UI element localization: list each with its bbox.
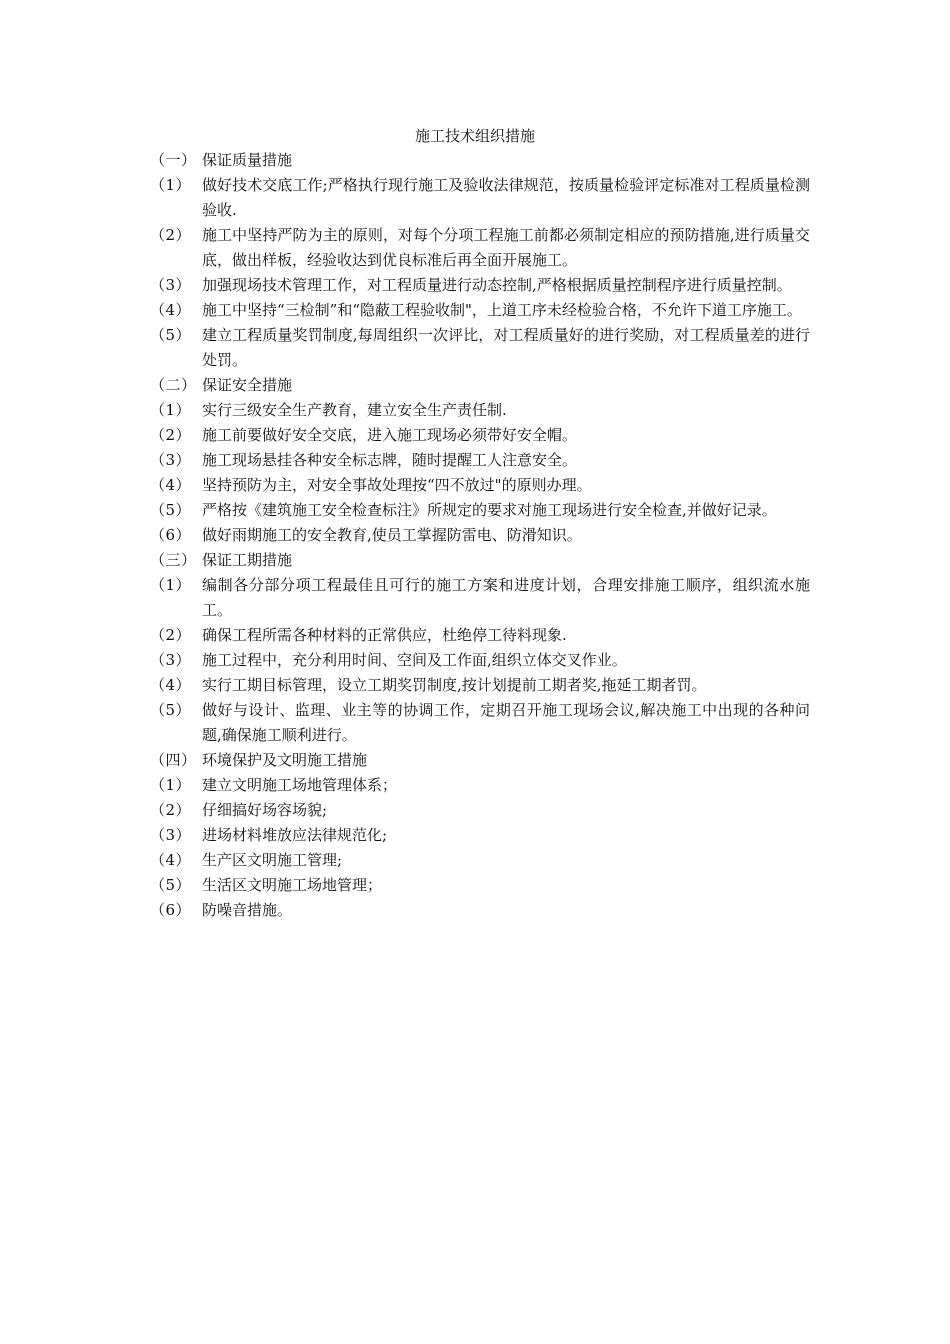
- item-text: 实行工期目标管理，设立工期奖罚制度,按计划提前工期者奖,拖延工期者罚。: [202, 676, 707, 694]
- item-number: （1）: [150, 576, 192, 594]
- section-heading: [150, 548, 810, 573]
- list-item: [150, 498, 810, 523]
- list-item: [150, 423, 810, 448]
- item-number: （2）: [150, 801, 192, 819]
- item-text: 做好雨期施工的安全教育,使员工掌握防雷电、防滑知识。: [202, 526, 582, 544]
- document-title: 施工技术组织措施: [414, 127, 535, 145]
- item-number: （3）: [150, 451, 192, 469]
- item-number: （2）: [150, 626, 192, 644]
- list-item: [150, 298, 810, 323]
- list-item: [150, 173, 810, 223]
- item-text: 编制各分部分项工程最佳且可行的施工方案和进度计划，合理安排施工顺序，组织流水施工。: [202, 576, 810, 619]
- list-item: [150, 798, 810, 823]
- item-number: （4）: [150, 676, 192, 694]
- item-number: （二）: [150, 376, 197, 394]
- list-item: [150, 573, 810, 623]
- item-text: 保证质量措施: [202, 151, 293, 169]
- item-number: （6）: [150, 526, 192, 544]
- item-number: （3）: [150, 276, 192, 294]
- list-item: [150, 523, 810, 548]
- list-item: [150, 773, 810, 798]
- item-text: 生产区文明施工管理;: [202, 851, 343, 869]
- item-text: 保证安全措施: [202, 376, 293, 394]
- list-item: [150, 698, 810, 748]
- list-item: [150, 648, 810, 673]
- item-text: 仔细搞好场容场貌;: [202, 801, 328, 819]
- item-text: 做好技术交底工作;严格执行现行施工及验收法律规范，按质量检验评定标准对工程质量检测验收.: [202, 176, 810, 219]
- item-text: 施工现场悬挂各种安全标志牌，随时提醒工人注意安全。: [202, 451, 578, 469]
- item-number: （5）: [150, 326, 192, 344]
- item-number: （4）: [150, 851, 192, 869]
- list-item: [150, 448, 810, 473]
- list-item: [150, 898, 810, 923]
- item-number: （3）: [150, 651, 192, 669]
- item-text: 坚持预防为主，对安全事故处理按“四不放过"的原则办理。: [202, 476, 592, 494]
- item-text: 严格按《建筑施工安全检查标注》所规定的要求对施工现场进行安全检查,并做好记录。: [202, 501, 777, 519]
- item-number: （2）: [150, 426, 192, 444]
- item-text: 施工中坚持严防为主的原则，对每个分项工程施工前都必须制定相应的预防措施,进行质量交底，做出样板，经验收达到优良标准后再全面开展施工。: [202, 226, 810, 269]
- item-number: （4）: [150, 301, 192, 319]
- item-number: （1）: [150, 776, 192, 794]
- item-text: 建立工程质量奖罚制度,每周组织一次评比，对工程质量好的进行奖励，对工程质量差的进行处罚。: [202, 326, 810, 369]
- list-item: [150, 673, 810, 698]
- list-item: [150, 823, 810, 848]
- section-heading: [150, 748, 810, 773]
- item-number: （5）: [150, 701, 192, 719]
- item-text: 加强现场技术管理工作，对工程质量进行动态控制,严格根据质量控制程序进行质量控制。: [202, 276, 792, 294]
- item-text: 做好与设计、监理、业主等的协调工作，定期召开施工现场会议,解决施工中出现的各种问题,确保施工顺利进行。: [202, 701, 810, 744]
- list-item: [150, 323, 810, 373]
- section-heading: [150, 148, 810, 173]
- item-number: （5）: [150, 501, 192, 519]
- item-text: 建立文明施工场地管理体系；: [202, 776, 398, 794]
- list-item: [150, 473, 810, 498]
- list-item: [150, 273, 810, 298]
- item-text: 环境保护及文明施工措施: [202, 751, 368, 769]
- item-number: （3）: [150, 826, 192, 844]
- item-number: （四）: [150, 751, 197, 769]
- item-number: （5）: [150, 876, 192, 894]
- list-item: [150, 848, 810, 873]
- item-text: 保证工期措施: [202, 551, 293, 569]
- item-number: （一）: [150, 151, 197, 169]
- item-number: （1）: [150, 401, 192, 419]
- list-item: [150, 398, 810, 423]
- item-text: 进场材料堆放应法律规范化;: [202, 826, 388, 844]
- list-item: [150, 623, 810, 648]
- item-text: 施工中坚持“三检制”和“隐蔽工程验收制"，上道工序未经检验合格，不允许下道工序施工。: [202, 301, 802, 319]
- item-number: （三）: [150, 551, 197, 569]
- item-text: 实行三级安全生产教育，建立安全生产责任制.: [202, 401, 507, 419]
- item-text: 施工前要做好安全交底，进入施工现场必须带好安全帽。: [202, 426, 578, 444]
- item-number: （2）: [150, 226, 192, 244]
- section-heading: [150, 373, 810, 398]
- item-text: 确保工程所需各种材料的正常供应，杜绝停工待料现象.: [202, 626, 567, 644]
- item-text: 施工过程中，充分利用时间、空间及工作面,组织立体交叉作业。: [202, 651, 627, 669]
- document-body: [150, 148, 810, 923]
- item-number: （6）: [150, 901, 192, 919]
- list-item: [150, 223, 810, 273]
- item-text: 防噪音措施。: [202, 901, 293, 919]
- item-number: （1）: [150, 176, 192, 194]
- item-text: 生活区文明施工场地管理；: [202, 876, 383, 894]
- item-number: （4）: [150, 476, 192, 494]
- list-item: [150, 873, 810, 898]
